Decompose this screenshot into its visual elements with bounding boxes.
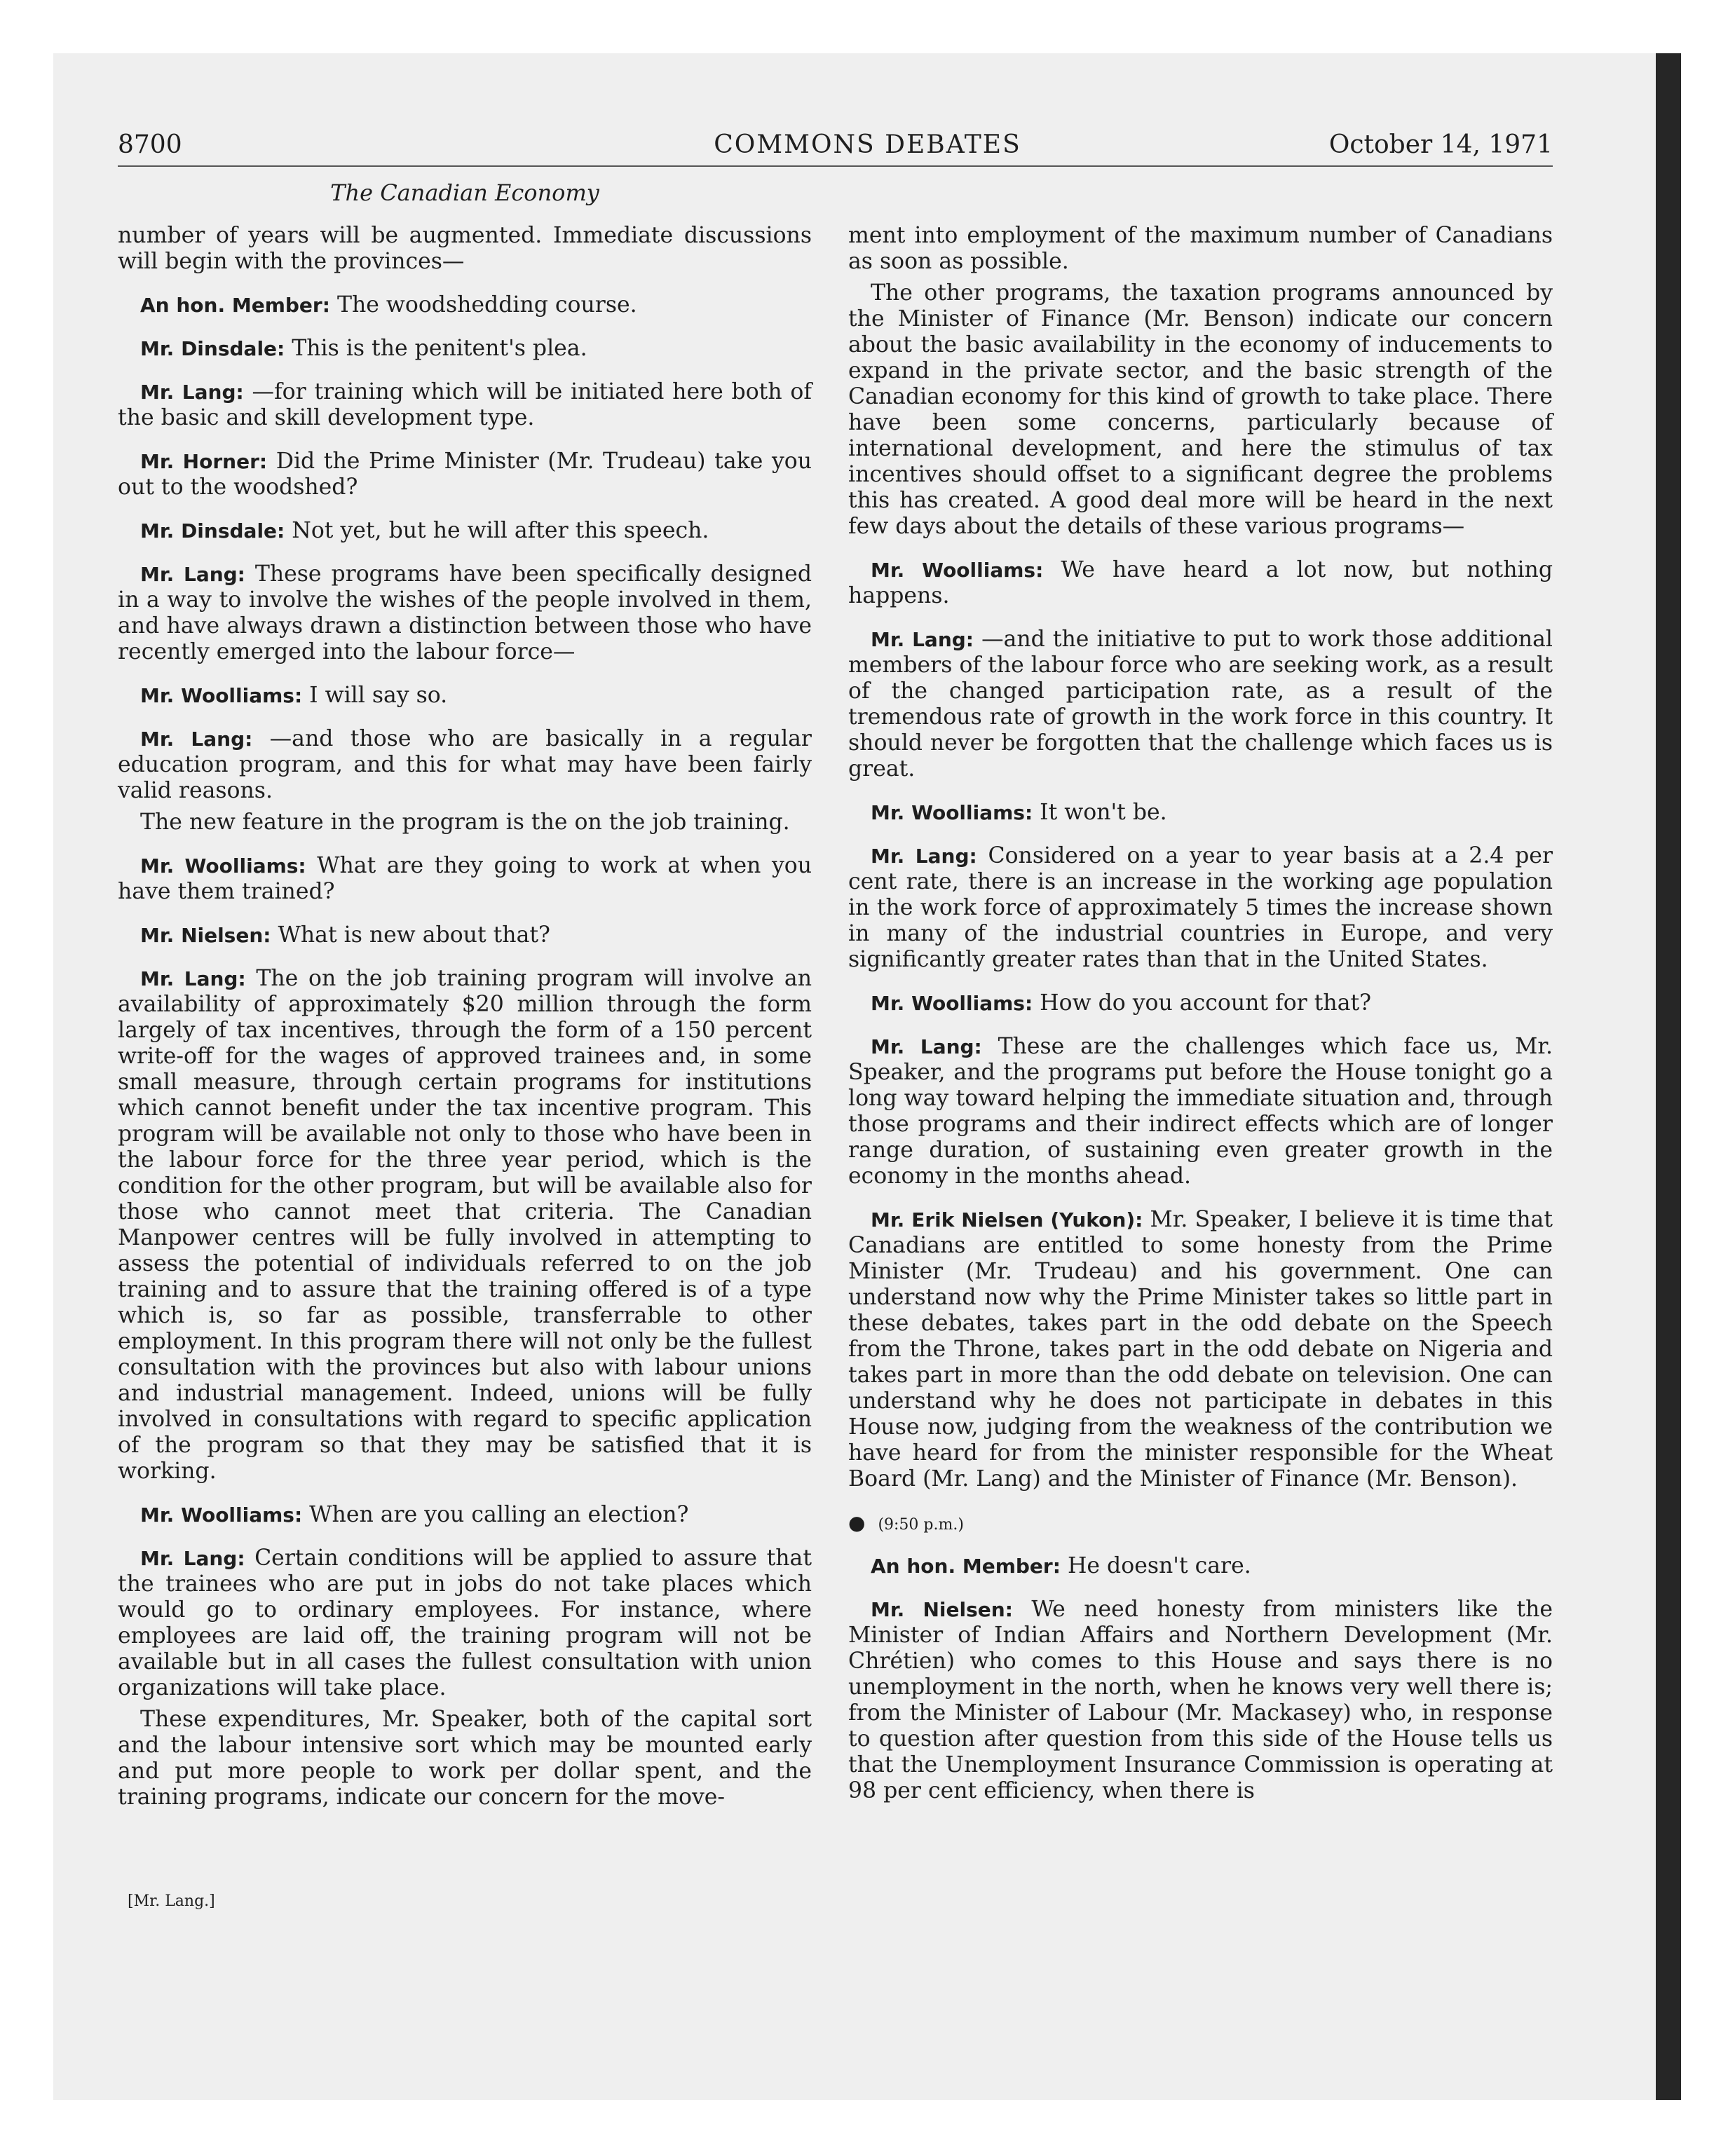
speech-text: The other programs, the taxation programs announced by the Minister of Finance (Mr. Benson) indicate our concern about the basic availability in the economy of inducements to expand in the private sector, and the basic strength of the Canadian economy for this kind of growth to take place. There have been some concerns, particularly because of international development, and here the stimulus of tax incentives should offset to a significant degree the problems this has created. A good deal more will be heard in the next few days about the details of these various programs—: [848, 280, 1553, 539]
speaker-name: Mr. Woolliams:: [871, 801, 1033, 824]
speaker-name: Mr. Lang:: [871, 628, 974, 651]
speaker-name: Mr. Erik Nielsen (Yukon):: [871, 1208, 1143, 1231]
speaker-name: Mr. Woolliams:: [871, 992, 1033, 1015]
speech-paragraph: [118, 683, 812, 709]
speech-text: number of years will be augmented. Immediate discussions will begin with the provinces—: [118, 223, 812, 274]
speech-paragraph: [118, 922, 812, 948]
running-title: COMMONS DEBATES: [714, 130, 1021, 159]
speech-paragraph: [848, 843, 1553, 973]
speech-text: The woodshedding course.: [336, 292, 637, 318]
speech-text: These are the challenges which face us, Mr. Speaker, and the programs put before the House tonight go a long way toward helping the immediate situation and, through those programs and their indirect effects which are of longer range duration, of sustaining even greater growth in the economy in the months ahead.: [848, 1034, 1553, 1189]
text-paragraph: [848, 280, 1553, 540]
speech-paragraph: [848, 1034, 1553, 1189]
speech-paragraph: [848, 1597, 1553, 1804]
speech-paragraph: [118, 336, 812, 362]
speaker-name: Mr. Horner:: [140, 450, 268, 473]
speech-text: What are they going to work at when you have them trained?: [118, 853, 812, 904]
text-paragraph: [118, 223, 812, 275]
speaker-name: Mr. Lang:: [140, 967, 246, 990]
section-title: The Canadian Economy: [330, 179, 599, 206]
speaker-name: Mr. Woolliams:: [140, 1503, 303, 1527]
speech-text: Mr. Speaker, I believe it is time that Canadians are entitled to some honesty from the Prime Minister (Mr. Trudeau) and his government. One can understand now why the Prime Minister takes so little part in these debates, takes part in the odd debate on the Speech from the Throne, takes part in the odd debate on Nigeria and takes part in more than the odd debate on television. One can understand why he does not participate in debates in this House now, judging from the weakness of the contribution we have heard for from the minister responsible for the Wheat Board (Mr. Lang) and the Minister of Finance (Mr. Benson).: [848, 1207, 1553, 1492]
speaker-name: Mr. Nielsen:: [140, 924, 271, 947]
speech-paragraph: [848, 990, 1553, 1016]
speaker-name: Mr. Lang:: [140, 728, 253, 751]
speech-paragraph: [118, 726, 812, 804]
text-paragraph: [848, 223, 1553, 275]
speaker-name: Mr. Dinsdale:: [140, 337, 285, 360]
speech-text: Not yet, but he will after this speech.: [292, 518, 709, 543]
speech-paragraph: [118, 518, 812, 544]
speech-paragraph: [848, 1207, 1553, 1492]
speech-text: Did the Prime Minister (Mr. Trudeau) take you out to the woodshed?: [118, 449, 812, 500]
speech-text: Considered on a year to year basis at a 2.4 per cent rate, there is an increase in the working age population in the work force of approximately 5 times the increase shown in many of the industrial countries in Europe, and very significantly greater rates than that in the United States.: [848, 843, 1553, 972]
speech-paragraph: [848, 1553, 1553, 1579]
bullet-icon: ●: [848, 1511, 866, 1534]
footer-attribution: [Mr. Lang.]: [128, 1892, 215, 1910]
speech-text: —and the initiative to put to work those additional members of the labour force who are seeking work, as a result of the changed participation rate, as a result of the tremendous rate of growth in the work force in this country. It should never be forgotten that the challenge which faces us is great.: [848, 627, 1553, 782]
speech-paragraph: [118, 561, 812, 665]
speech-text: The new feature in the program is the on the job training.: [140, 810, 790, 835]
speech-paragraph: [118, 449, 812, 500]
right-column: [848, 223, 1553, 1822]
speaker-name: An hon. Member:: [140, 294, 330, 317]
speaker-name: Mr. Woolliams:: [871, 559, 1044, 582]
page-number: 8700: [118, 130, 182, 159]
speech-paragraph: [118, 853, 812, 905]
scan-edge-bar: [1656, 53, 1681, 2100]
speech-text: What is new about that?: [278, 922, 550, 948]
timestamp-text: (9:50 p.m.): [878, 1516, 964, 1534]
speaker-name: Mr. Woolliams:: [140, 854, 306, 878]
speech-text: These programs have been specifically designed in a way to involve the wishes of the people involved in them, and have always drawn a distinction between those who have recently emerged into the labour force—: [118, 561, 812, 664]
speech-paragraph: [848, 557, 1553, 609]
speaker-name: Mr. Lang:: [871, 1035, 982, 1058]
speaker-name: Mr. Woolliams:: [140, 684, 303, 707]
speaker-name: Mr. Lang:: [140, 563, 245, 586]
speech-text: ment into employment of the maximum number of Canadians as soon as possible.: [848, 223, 1553, 274]
speaker-name: Mr. Lang:: [140, 381, 244, 404]
speech-text: This is the penitent's plea.: [292, 336, 587, 361]
speech-paragraph: [118, 1546, 812, 1701]
timestamp: [848, 1510, 1553, 1538]
speech-paragraph: [118, 1502, 812, 1528]
speaker-name: Mr. Lang:: [871, 845, 977, 868]
speaker-name: Mr. Nielsen:: [871, 1598, 1013, 1621]
speech-paragraph: [118, 966, 812, 1485]
speaker-name: Mr. Lang:: [140, 1547, 245, 1570]
speech-text: Certain conditions will be applied to assure that the trainees who are put in jobs do not take places which would go to ordinary employees. For instance, where employees are laid off, the training program will not be available but in all cases the fullest consultation with union organizations will take place.: [118, 1546, 812, 1700]
speech-text: I will say so.: [309, 683, 448, 708]
speaker-name: An hon. Member:: [871, 1555, 1061, 1578]
speech-text: We have heard a lot now, but nothing happens.: [848, 557, 1553, 608]
speech-paragraph: [118, 379, 812, 431]
speech-text: The on the job training program will involve an availability of approximately $20 million through the form largely of tax incentives, through the form of a 150 percent write-off for the wages of approved trainees and, in some small measure, through certain programs for institutions which cannot benefit under the tax incentive program. This program will be available not only to those who have been in the labour force for the three year period, which is the condition for the other program, but will be available also for those who cannot meet that criteria. The Canadian Manpower centres will be fully involved in attempting to assess the potential of individuals referred to on the job training and to assure that the training offered is of a type which is, so far as possible, transferrable to other employment. In this program there will not only be the fullest consultation with the provinces but also with labour unions and industrial management. Indeed, unions will be fully involved in consultations with regard to specific application of the program so that they may be satisfied that it is working.: [118, 966, 812, 1484]
speech-text: It won't be.: [1040, 800, 1167, 825]
text-paragraph: [118, 1707, 812, 1810]
speech-paragraph: [118, 292, 812, 318]
speech-paragraph: [848, 800, 1553, 826]
page-date: October 14, 1971: [1328, 130, 1553, 159]
speech-text: How do you account for that?: [1040, 990, 1372, 1016]
text-paragraph: [118, 810, 812, 835]
speech-text: —for training which will be initiated here both of the basic and skill development type.: [118, 379, 812, 430]
speech-text: When are you calling an election?: [309, 1502, 689, 1527]
speech-text: We need honesty from ministers like the Minister of Indian Affairs and Northern Development (Mr. Chrétien) who comes to this House and says there is no unemployment in the north, when he knows very well there is; from the Minister of Labour (Mr. Mackasey) who, in response to question after question from this side of the House tells us that the Unemployment Insurance Commission is operating at 98 per cent efficiency, when there is: [848, 1597, 1553, 1803]
left-column: [118, 223, 812, 1828]
speech-text: He doesn't care.: [1067, 1553, 1251, 1578]
speech-paragraph: [848, 627, 1553, 782]
speech-text: —and those who are basically in a regular education program, and this for what may have been fairly valid reasons.: [118, 726, 812, 803]
header-rule: [118, 165, 1553, 167]
speaker-name: Mr. Dinsdale:: [140, 519, 285, 543]
speech-text: These expenditures, Mr. Speaker, both of the capital sort and the labour intensive sort which may be mounted early and put more people to work per dollar spent, and the training programs, indicate our concern for the move-: [118, 1707, 812, 1810]
